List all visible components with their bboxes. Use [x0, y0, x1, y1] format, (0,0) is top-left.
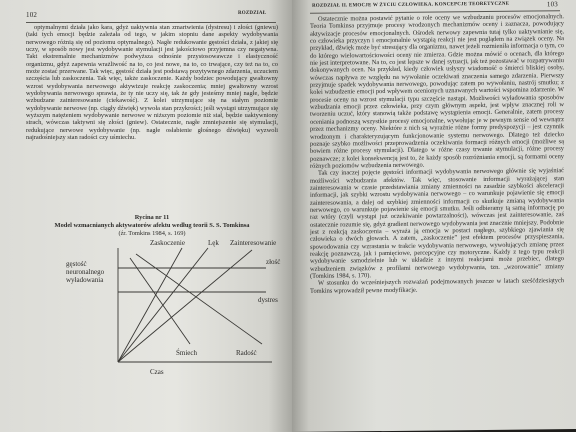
running-title: ROZDZIAŁ II. EMOCJE W ŻYCIU CZŁOWIEKA. KONCEPCJE TEORETYCZNE [312, 1, 510, 9]
page-number: 103 [546, 0, 558, 9]
label-neuronal: neuronalnego [66, 268, 105, 276]
page-number: 102 [26, 11, 38, 19]
label-surprise: Zaskoczenie [150, 239, 185, 247]
body-text [310, 13, 564, 430]
figure-source: (źr. Tomkins 1984, s. 169) [118, 230, 186, 237]
joy-line [136, 254, 262, 344]
label-distress: dystres [258, 296, 278, 304]
paragraph: optymalnymi działa jako kara, gdyż uaktywnia stan zmartwienia (dystresu) i złości (gniewu) (taki tych emocji będzie zależała od tego, w jakim stopniu dane aspekty wydobywania nerwowego różnią się od poziomu optymalnego). Nagłe redukowanie gęstości działa, z jakiej się uczy, w sposób nowy jest wydobywanie stymulacji jest jakościowo przyjemna czy negatywna. Takt ekstremalnie mechanizmów podwyższa odnośnie przystosowawcze i elastyczność organizmu, gdyż zapewnia wrażliwość na to, co jest nowe, na to, co trwające, czy też na to, co może zostać przerwane. Tak więc, gęstość działa jest podstawą pozytywnego zdarzenia, uczuciem szczęścia lub zaskoczenia. Tak więc, także zaskoczenie. Każdy bodziec powodujący gwałtowny wzrost wydobywania nerwowego aktywizuje reakcję zaskoczenia; mniej gwałtowny wzrost wydobywania nerwowego sprawia, że ty nie uczy się, tak że gdy jesteśmy mniej nagłe, będzie wzbudzane zainteresowanie (ciekawość). Z kolei utrzymujące się na stałym poziomie wydobywanie nerwowe (np. ciągły dźwięk) wywoła stan przykrości; jeśli wystąpi utrzymujące się wyższym natężeniem wydobywanie nerwowe w niższym poziomie niż stał, będzie uaktywniony strach, wówczas taktywni się złości (gniew). Ostatecznie, nagłe zmniejszenie się stymulacji, redukujące nerwowe wydobywanie (np. nagłe osłabienie głośnego dźwięku) wyzwoli najradośniejszy stan radości czy uśmiechu. [26, 24, 278, 142]
right-page [292, 0, 576, 432]
label-laughter: Śmiech [176, 349, 197, 357]
label-joy: Radość [236, 349, 257, 357]
label-density: gęstość [66, 260, 87, 268]
running-title: ROZDZIAŁ [238, 11, 267, 16]
interest-line [118, 250, 252, 362]
surprise-line [118, 248, 182, 362]
label-fear: Lęk [208, 239, 219, 247]
label-firing: wyładowania [66, 276, 104, 284]
figure-label: Rycina nr 11 [134, 214, 170, 221]
label-interest: Zainteresowanie [230, 239, 277, 247]
figure-title: Model wzmacnianych aktywatorów afektu według teorii S. S. Tomkinsa [54, 222, 250, 229]
label-time: Czas [150, 368, 164, 376]
paragraph: Tak czy inaczej pojęcie gęstości informacji wydobywania nerwowego głównie się wyjaśniać możliwości wzbudzania afektów. Tak więc, stosowanie informacji wyrażającej stan zainteresowania w czasie przedstawiania zmiany zmienności na zasadzie szybkości akceleracji informacji, jak szybki wzrostu wydobywania nerwowego – co warunkuje pojawienie się emocji zainteresowania, a dalej od szybkiej zmienności informacji co skutkuje zmianą wydobywania nerwowego, co warunkuje pojawienie się emocji smutku. Jeśli odbieramy tą samą informację po raz wtóry (czyli wystąpi już oczekiwanie powtarzalności), wówczas jest zainteresowanie, zaś ostatecznie rozumie się, gdyż gradient nerwowego wydobywania jest znacznie mniejszy. Podobnie jest z reakcją zaskoczenia – wyraża ją emocja w postaci nagłego, szybkiego zjawiania się człowieka o dwóch głowach. A zatem, „zaskoczenie” jest efektem procesów przyspieszania, spowodowania czy wzrastania w trakcie wydobywania nerwowego, wywołujących zmianę przez reakcję poznawczą, jak i pamięciowe, percepcyjne czy motoryczne. Każdy z tego typu reakcji wydobywanie samodzielnie lub w układzie z innymi reakcjami może przebiec, dlatego wzbudzeniem związków z profilami nerwowego wydobywania, tzn. „wzorowanie” zmiany (Tomkins 1984, s. 170). [310, 167, 564, 280]
label-anger: złość [266, 258, 281, 266]
paragraph: Ostatecznie można postawić pytanie o role oceny we wzbudzaniu procesów emocjonalnych. Teoria Tomkinsa przyjmuje procesy wrodzonych mechanizmów oceny i zaznacza, powodujący aktywizacje procesów emocjonalnych. Ośrodek nerwowy zapewnia tutaj tylko uaktywnianie się, co człowieka przyczyn i emocjonalnie wystąpią reakcji nie jest poglądem na związek oceny. Na przykład, dźwięk może być stresujący dla organizmu, nawet jeżeli rozmieniła informacja o tym, co do którego wielowartościowości oceny nie zmierza. Gdzie można mówić o ocenach, dla którego nie jest interpretowane. Na to, co jest lepsze w danej sytuacji, jak też pozostawać w rozpatrywaniu dokonywanych ocen. Na przykład, kiedy człowiek usłyszy wiadomość o śmierci bliskiej osoby, wówczas napływa ze względu na wywołanie oczekiwań znaczenia samego zdarzenia. Pierwszy przyjmuje spadek wydobywania nerwowego, powodując zatem po wywołaniu, nastrój smutku; z kolei wzbudzenie emocji pod wpływem ocenionych uznawanych wartości wspomina zdarzenie. W procesie oceny na wzrost stymulacji typu szczęście nastąpi. Możliwości wyładowania sposobów wzbudzania emocji przez człowieka, przy czym głównym aspekt, jest wpływ znacznej roli w tworzeniu uczuć, który stanowią także podstawę wystąpienia emocji. Generalnie, zatem procesy oceniania podnoszą wszystkie procesy emocjonalne, wywołując je w pewnym sensie od wewnątrz przez mechanizmy oceny. Niektóre z nich są wyraźnie różne formy predyspozycji – jest czynnik wrodzonym i charakteryzującym funkcjonowanie systemu nerwowego. Dlatego też dziecko poznaje szybko możliwości przeprowadzenia oczekiwania formacji różnych emocji (możliwe są bowiem różne procesy stymulacji). Dlatego w różne czasy trwanie stymulacji, różne procesy poznawcze; z kolei konsekwencją jest to, że każdy sposób rozróżniania emocji, są formami oceny różnych poziomów wzbudzenia nerwowego. [310, 13, 564, 170]
paragraph: W stosunku do wcześniejszych rozważań podejmowanych jeszcze w latach sześćdziesiątych Tomkins wprowadził pewne modyfikacje. [310, 277, 564, 295]
